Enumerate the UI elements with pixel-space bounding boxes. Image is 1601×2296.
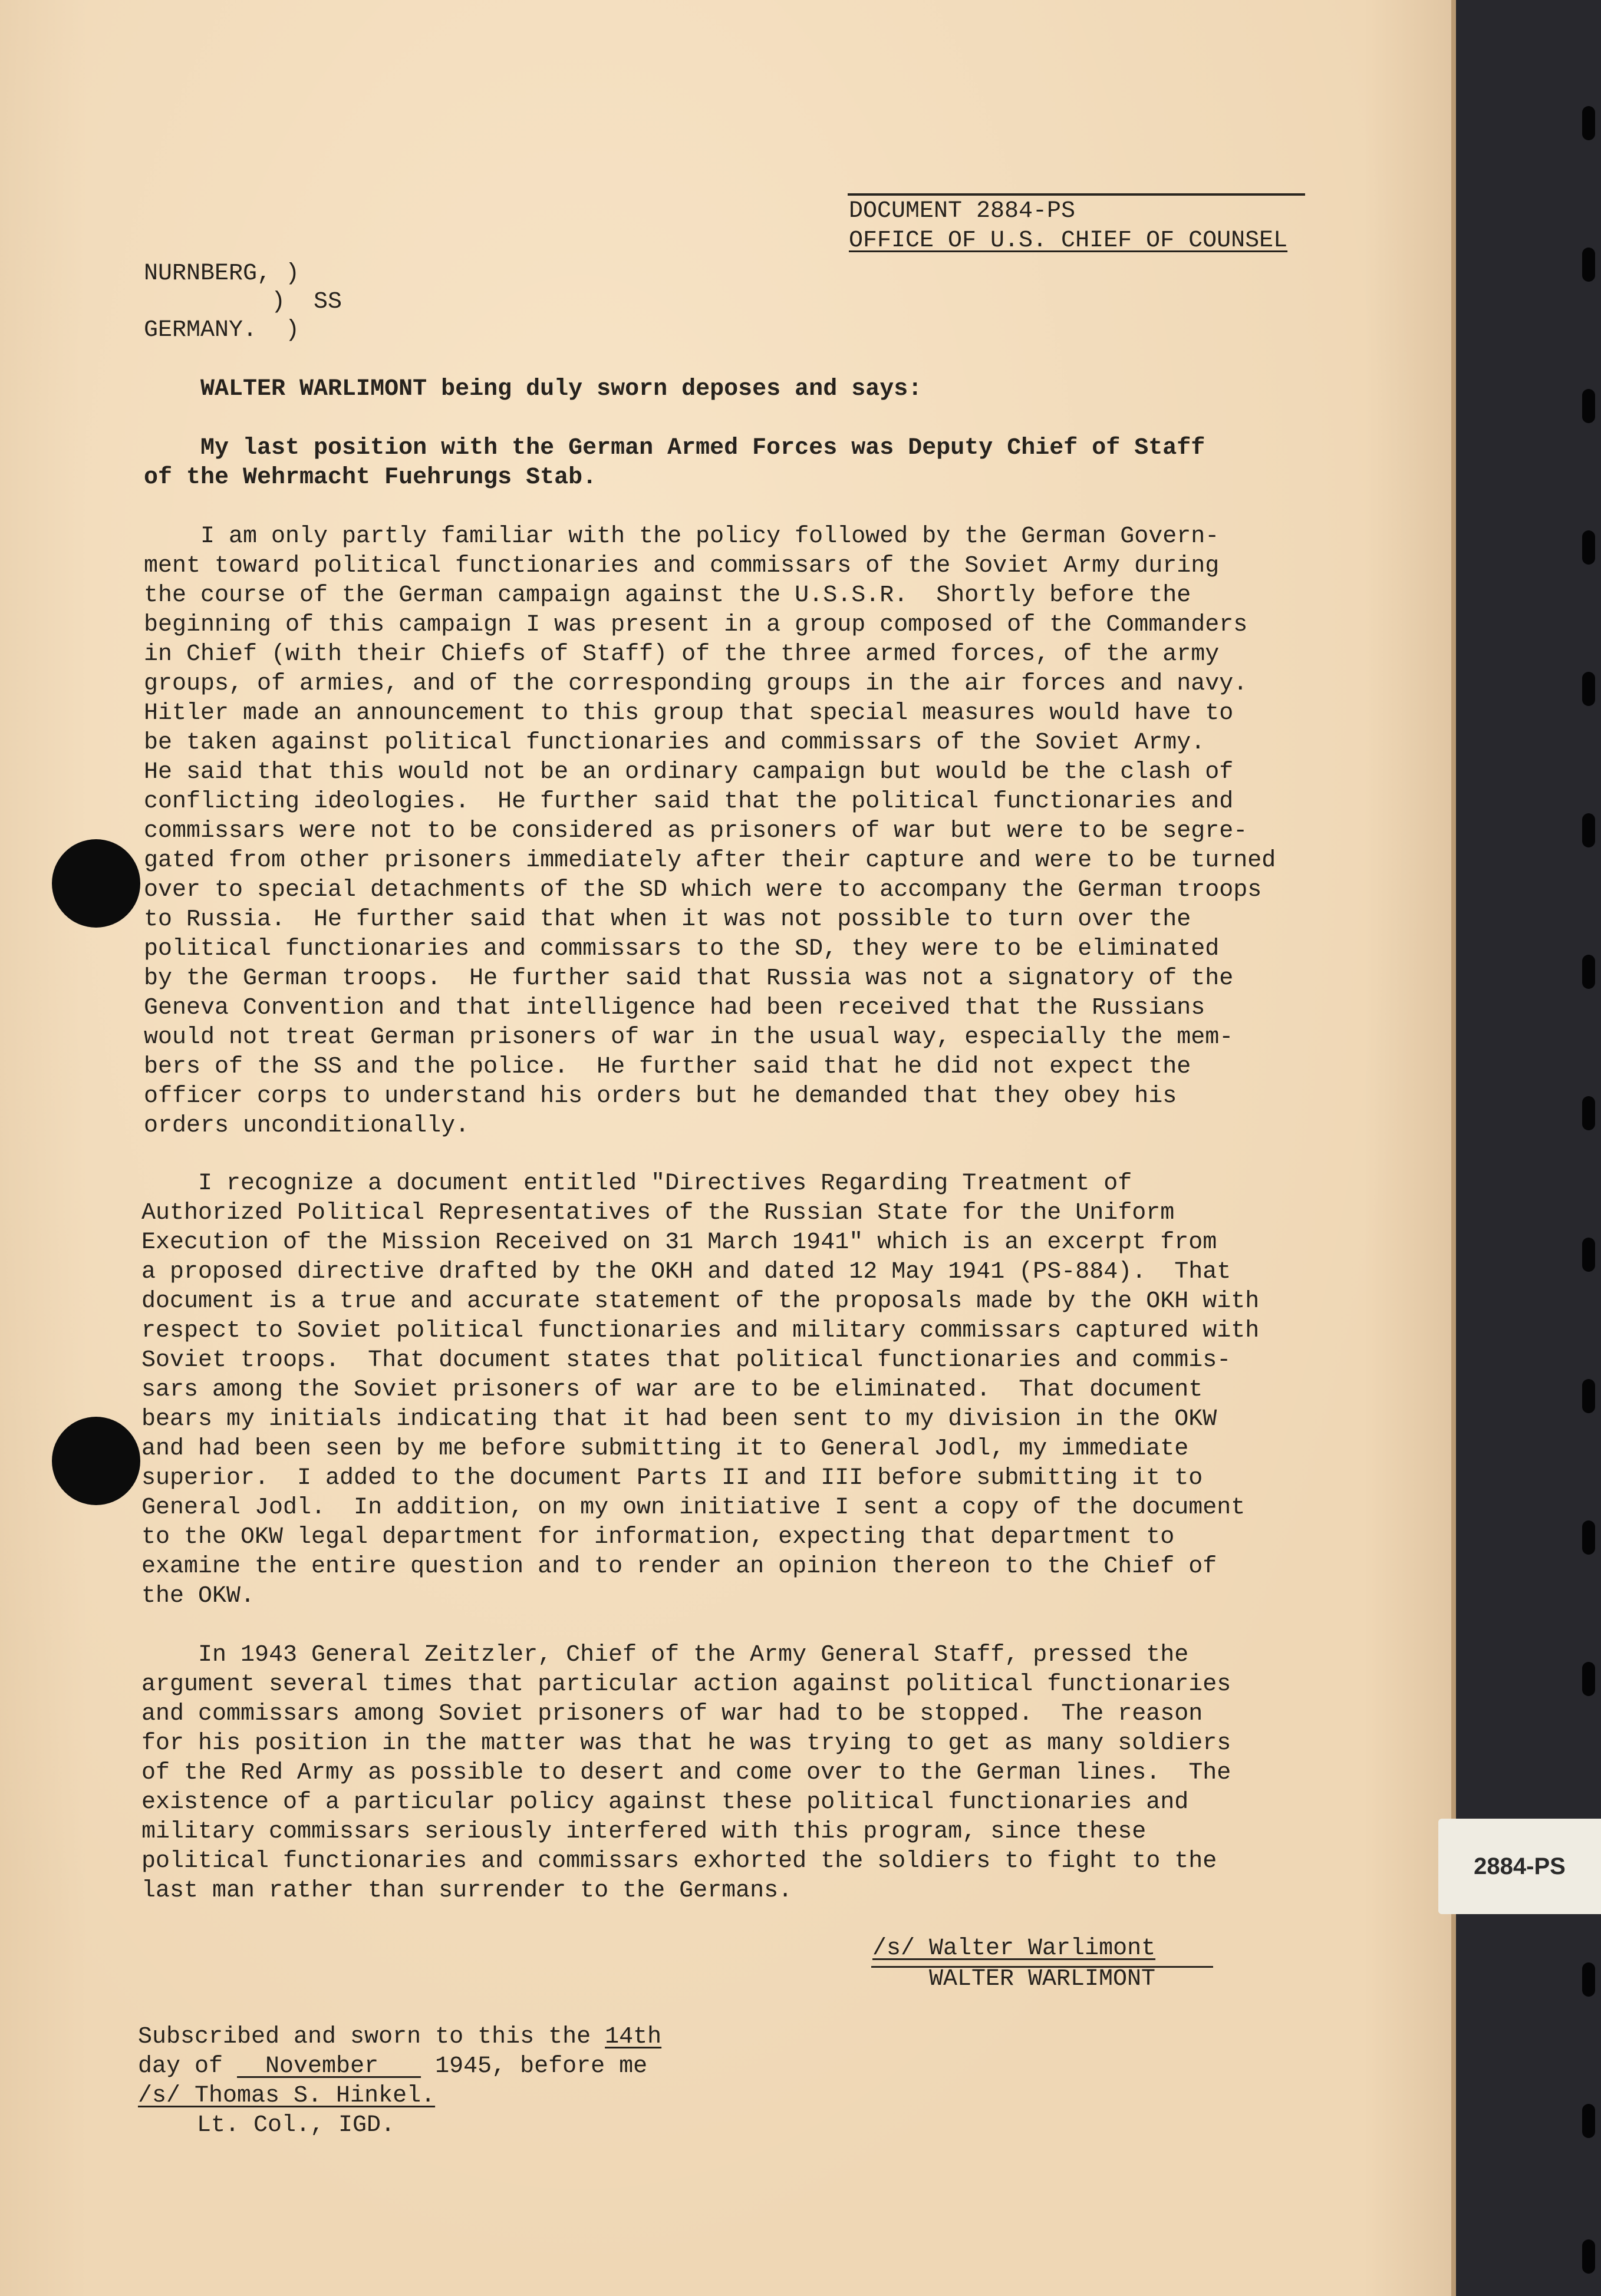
jurat-day: 14th (605, 2024, 662, 2050)
binder-rivet (1582, 1520, 1595, 1555)
binder-rivet (1582, 1379, 1595, 1413)
binder-rivet (1582, 389, 1595, 423)
venue-line-3: GERMANY. ) (144, 317, 300, 344)
header-rule-top (848, 193, 1305, 196)
page-edge-shadow (1451, 0, 1456, 2296)
binder-rivet (1582, 2239, 1595, 2274)
jurat-year: 1945, before me (421, 2053, 648, 2080)
jurat-line-1 (138, 2023, 661, 2052)
notary-signature: /s/ Thomas S. Hinkel. (138, 2083, 436, 2109)
punch-hole-top (52, 839, 140, 928)
binder-rivet (1582, 248, 1595, 282)
binder-rivet (1582, 1238, 1595, 1272)
binder-rivet (1582, 106, 1595, 140)
affiant-intro: WALTER WARLIMONT being duly sworn deposes and says: (144, 376, 923, 403)
venue-line-1: NURNBERG, ) (144, 260, 300, 287)
binder-edge (1451, 0, 1601, 2296)
punch-hole-bottom (52, 1417, 140, 1505)
jurat-text-2: day of (138, 2053, 238, 2080)
signature-line: /s/ Walter Warlimont (872, 1935, 1156, 1962)
binder-rivet (1582, 1096, 1595, 1130)
binder-rivet (1582, 530, 1595, 565)
paragraph-zeitzler: In 1943 General Zeitzler, Chief of the Army General Staff, pressed the argument several times that particular action against political functionaries and commissars among Soviet prisoners of war had to be stopped. The reason for his position in the matter was that he was trying to get as many soldiers of the Red Army as possible to desert and come over to the German lines. The existence of a particular policy against these political functionaries and military commissars seriously interfered with this program, since these political functionaries and commissars exhorted the soldiers to fight to the last man rather than surrender to the Germans. (141, 1642, 1231, 1904)
paragraph-directive-document: I recognize a document entitled "Directives Regarding Treatment of Authorized Political Representatives of the Russian State for the Uniform Execution of the Mission Received on 31 March 1941" which is an excerpt from a proposed directive drafted by the OKH and dated 12 May 1941 (PS-884). That document is a true and accurate statement of the proposals made by the OKH with respect to Soviet political functionaries and military commissars captured with Soviet troops. That document states that political functionaries and commis- sars among the Soviet prisoners of war are to be eliminated. That document bears my initials indicating that it had been sent to my division in the OKW and had been seen by me before submitting it to General Jodl, my immediate superior. I added to the document Parts II and III before submitting it to General Jodl. In addition, on my own initiative I sent a copy of the document to the OKW legal department for information, expecting that department to examine the entire question and to render an opinion thereon to the Chief of the OKW. (141, 1170, 1260, 1609)
office-of-counsel: OFFICE OF U.S. CHIEF OF COUNSEL (849, 227, 1288, 254)
paragraph-hitler-announcement: I am only partly familiar with the policy followed by the German Govern- ment toward political functionaries and commissars of the Soviet Army during the course of the German campaign against the U.S.S.R. Shortly before the beginning of this campaign I was present in a group composed of the Commanders in Chief (with their Chiefs of Staff) of the three armed forces, of the army groups, of armies, and of the corresponding groups in the air forces and navy. Hitler made an announcement to this group that special measures would have to be taken against political functionaries and commissars of the Soviet Army. He said that this would not be an ordinary campaign but would be the clash of conflicting ideologies. He further said that the political functionaries and commissars were not to be considered as prisoners of war but were to be segre- gated from other prisoners immediately after their capture and were to be turned over to special detachments of the SD which were to accompany the German troops to Russia. He further said that when it was not possible to turn over the political functionaries and commissars to the SD, they were to be eliminated by the German troops. He further said that Russia was not a signatory of the Geneva Convention and that intelligence had been received that the Russians would not treat German prisoners of war in the usual way, especially the mem- bers of the SS and the police. He further said that he did not expect the officer corps to understand his orders but he demanded that they obey his orders unconditionally. (144, 523, 1276, 1139)
document-number: DOCUMENT 2884-PS (849, 198, 1076, 225)
notary-rank: Lt. Col., IGD. (197, 2112, 396, 2139)
exhibit-tab: 2884-PS (1438, 1819, 1601, 1914)
binder-rivet (1582, 955, 1595, 989)
jurat-text-1: Subscribed and sworn to this the (138, 2024, 605, 2050)
venue-line-2: ) SS (144, 289, 342, 315)
paragraph-position: My last position with the German Armed Forces was Deputy Chief of Staff of the Wehrmacht Fuehrungs Stab. (144, 435, 1205, 491)
jurat-month: November (237, 2053, 421, 2080)
binder-rivet (1582, 672, 1595, 706)
signatory-name: WALTER WARLIMONT (929, 1966, 1156, 1992)
binder-rivet (1582, 2104, 1595, 2138)
binder-rivet (1582, 1662, 1595, 1696)
jurat-line-2 (138, 2052, 647, 2081)
binder-rivet (1582, 813, 1595, 847)
binder-rivet (1582, 1962, 1595, 1997)
